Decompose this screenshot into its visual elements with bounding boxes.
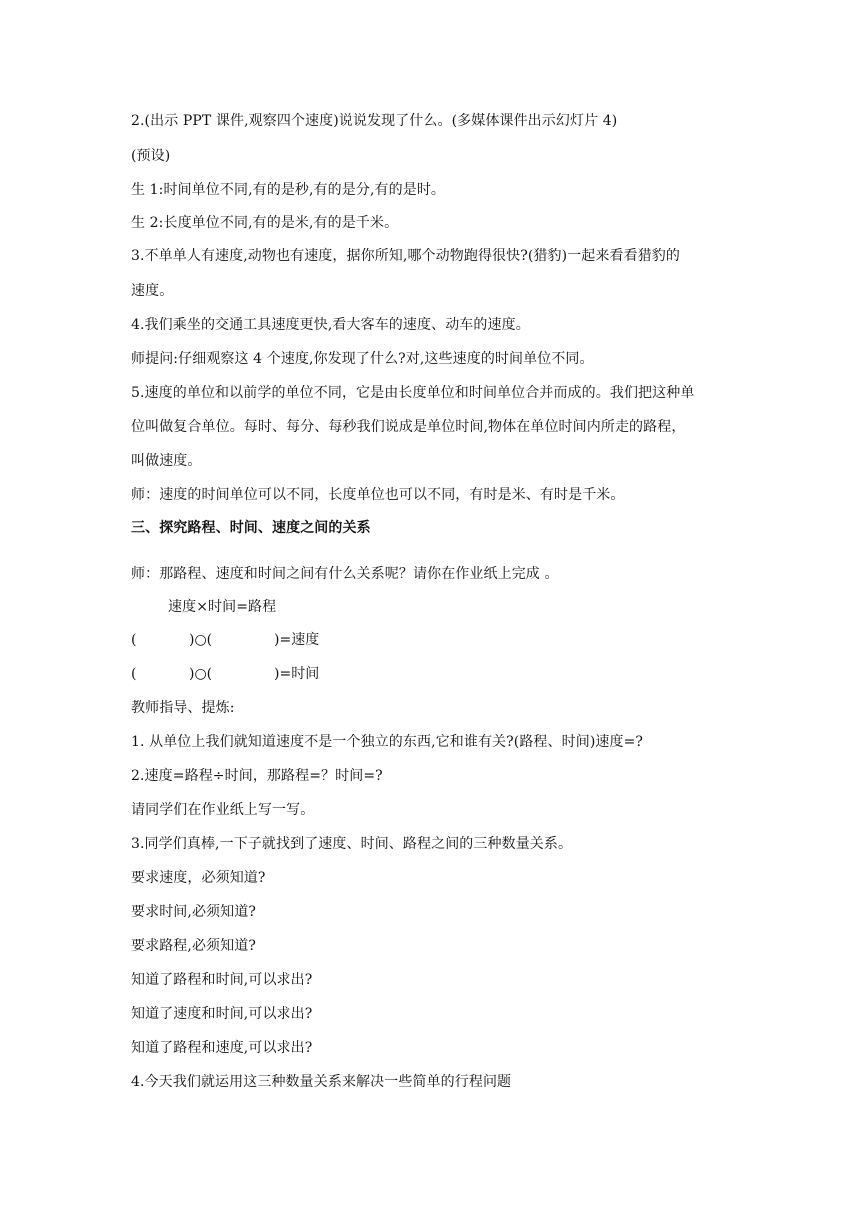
text-line: 4.我们乘坐的交通工具速度更快,看大客车的速度、动车的速度。 [131, 317, 530, 333]
text-line: 请同学们在作业纸上写一写。 [131, 802, 315, 818]
text-line: 师提问:仔细观察这 4 个速度,你发现了什么?对,这些速度的时间单位不同。 [131, 351, 594, 367]
formula-line: 速度×时间=路程 [168, 599, 277, 615]
text-line: 要求路程,必须知道? [131, 938, 256, 954]
text-line: 生 2:长度单位不同,有的是米,有的是千米。 [131, 215, 399, 231]
text-line: 速度。 [131, 283, 174, 299]
blank-open-paren: ( [131, 666, 137, 682]
blank-result: )=速度 [274, 632, 320, 648]
text-line: 5.速度的单位和以前学的单位不同，它是由长度单位和时间单位合并而成的。我们把这种单 [131, 385, 695, 401]
text-line: 1. 从单位上我们就知道速度不是一个独立的东西,它和谁有关?(路程、时间)速度=? [131, 734, 644, 750]
text-line: 2.(出示 PPT 课件,观察四个速度)说说发现了什么。(多媒体课件出示幻灯片 4) [131, 113, 618, 129]
text-line: (预设) [131, 148, 171, 164]
text-line: 位叫做复合单位。每时、每分、每秒我们说成是单位时间,物体在单位时间内所走的路程， [131, 419, 686, 435]
blank-result: )=时间 [274, 666, 320, 682]
text-line: 知道了路程和速度,可以求出? [131, 1040, 313, 1056]
section-heading: 三、探究路程、时间、速度之间的关系 [131, 520, 371, 536]
blank-operator: )○( [189, 632, 213, 648]
text-line: 3.不单单人有速度,动物也有速度，据你所知,哪个动物跑得很快?(猎豹)一起来看看猎豹的 [131, 248, 680, 264]
blank-open-paren: ( [131, 632, 137, 648]
text-line: 要求时间,必须知道? [131, 904, 256, 920]
text-line: 要求速度，必须知道? [131, 870, 266, 886]
text-line: 生 1:时间单位不同,有的是秒,有的是分,有的是时。 [131, 182, 446, 198]
text-line: 知道了路程和时间,可以求出? [131, 972, 313, 988]
text-line: 3.同学们真棒,一下子就找到了速度、时间、路程之间的三种数量关系。 [131, 836, 573, 852]
text-line: 2.速度=路程÷时间，那路程=？时间=? [131, 768, 383, 784]
text-line: 叫做速度。 [131, 453, 202, 469]
text-line: 教师指导、提炼: [131, 700, 235, 716]
prompt-line: 师：那路程、速度和时间之间有什么关系呢？请你在作业纸上完成 。 [131, 566, 559, 582]
text-line: 知道了速度和时间,可以求出? [131, 1006, 313, 1022]
blank-operator: )○( [189, 666, 213, 682]
text-line: 师：速度的时间单位可以不同，长度单位也可以不同，有时是米、有时是千米。 [131, 487, 625, 503]
text-line: 4.今天我们就运用这三种数量关系来解决一些简单的行程问题 [131, 1074, 512, 1090]
